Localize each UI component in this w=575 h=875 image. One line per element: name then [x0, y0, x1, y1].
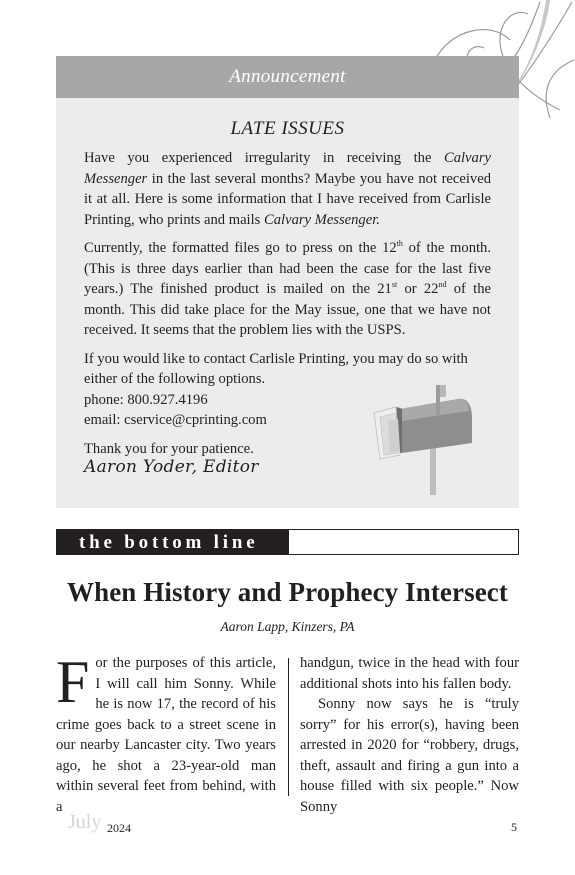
email-address: email: cservice@cprinting.com [84, 412, 267, 428]
page-number: 5 [511, 820, 517, 834]
thanks-line: Thank you for your patience. [84, 440, 254, 457]
article-column-left [56, 649, 276, 817]
editor-signature: Aaron Yoder, Editor [84, 457, 259, 477]
announcement-paragraph-2: Currently, the formatted files go to press on the 12th of the month. (This is three days earlier than had been the case for the last five years.) The finished product is mailed on the 21st or 22nd of the month. This did take place for the May issue, one that we have not received. It seems that the problem lies with the USPS. [84, 239, 491, 338]
announcement-paragraph-3: If you would like to contact Carlisle Printing, you may do so with either of the following options. [84, 350, 468, 387]
article-text-right-1: handgun, twice in the head with four additional shots into his fallen body. [300, 655, 519, 692]
announcement-paragraph-1: Have you experienced irregularity in receiving the Calvary Messenger in the last several months? Maybe you have not received it at all. Here is some information that I have received from Carlisle Printing, who prints and mails Calvary Messenger. [84, 150, 491, 228]
section-label: the bottom line [57, 530, 289, 554]
article-text-right-2: Sonny now says he is “truly sorry” for his error(s), having been arrested in 2020 for “robbery, drugs, theft, assault and firing a gun into a house filled with six people.” Now Sonny [300, 696, 519, 815]
drop-cap: F [56, 649, 90, 715]
footer-month: July [68, 811, 102, 833]
mailbox-icon [372, 383, 472, 495]
section-bar [56, 529, 519, 555]
announcement-header: Announcement [56, 56, 519, 98]
column-divider [288, 658, 289, 796]
article-text-left: or the purposes of this article, I will call him Sonny. While he is now 17, the record of his crime goes back to a street scene in our nearby Lancaster city. Two years ago, he shot a 23-year-old man within several feet from behind, with a [56, 655, 276, 815]
article-byline: Aaron Lapp, Kinzers, PA [220, 619, 355, 634]
announcement-title: LATE ISSUES [230, 118, 345, 139]
article-title: When History and Prophecy Intersect [67, 577, 508, 607]
footer-year: 2024 [107, 821, 131, 835]
article-column-right [300, 653, 519, 817]
phone-number: phone: 800.927.4196 [84, 391, 208, 408]
